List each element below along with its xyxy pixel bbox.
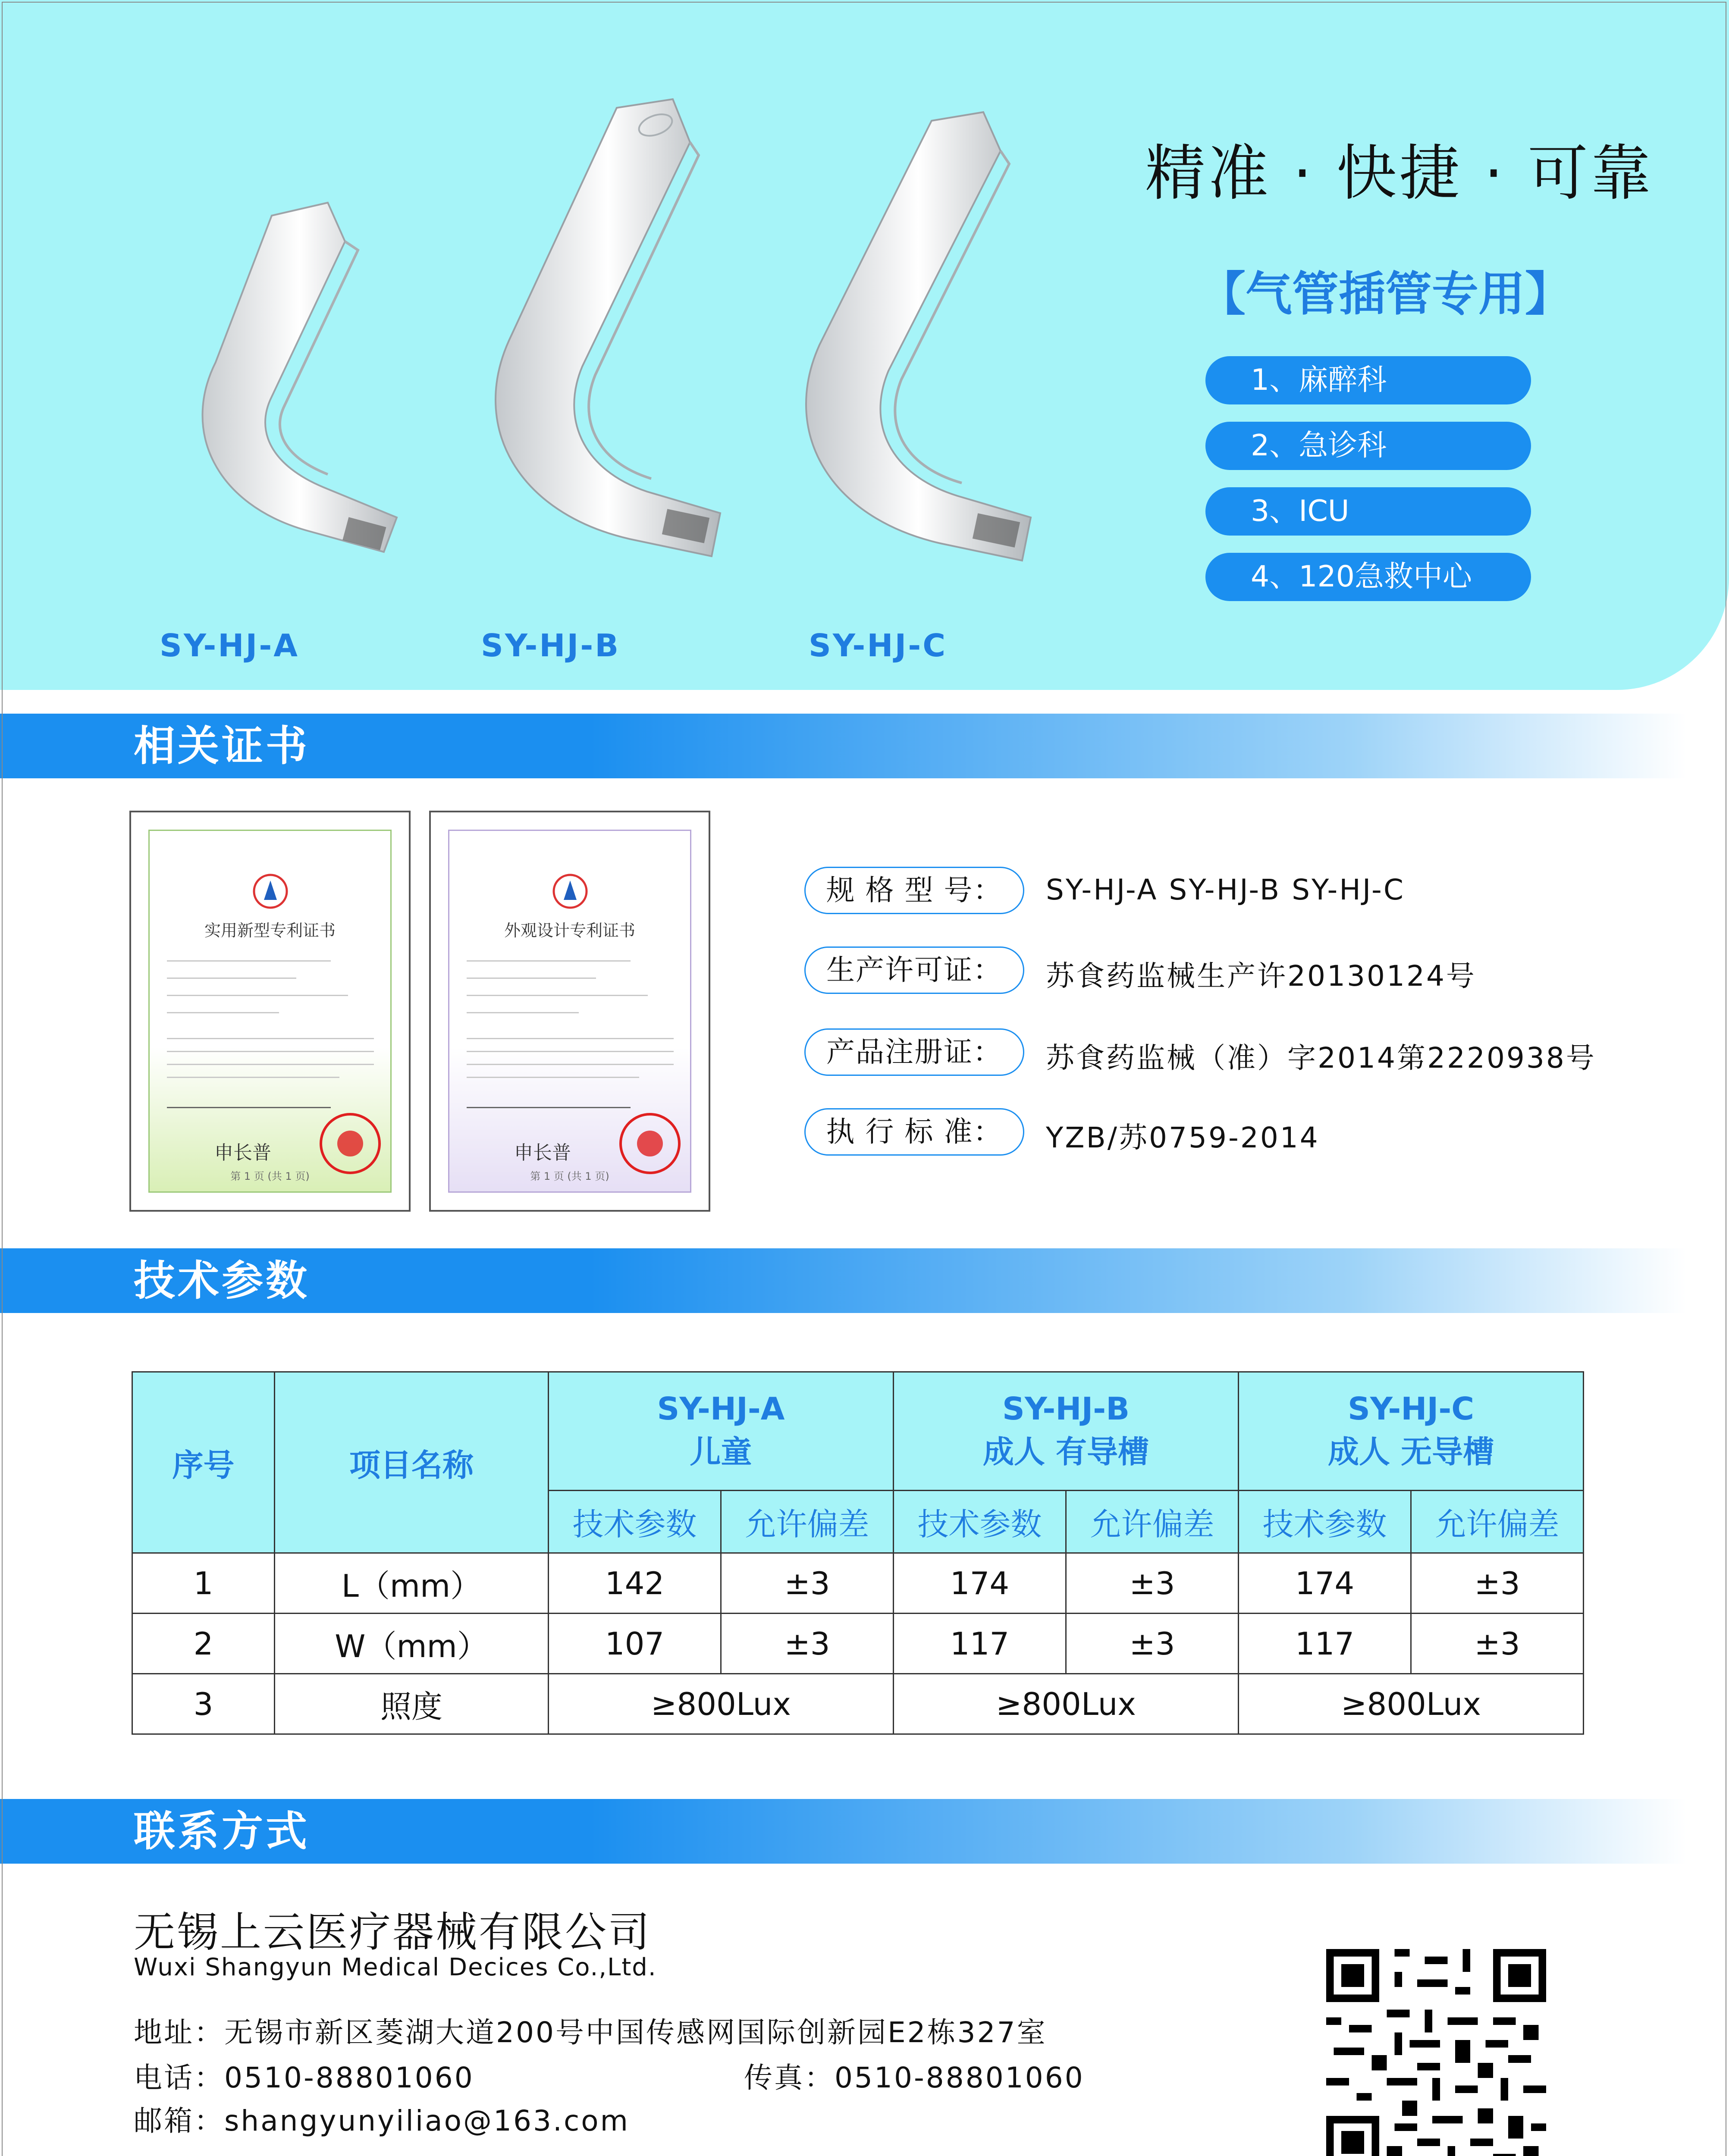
company-name-en: Wuxi Shangyun Medical Decices Co.,Ltd.	[134, 1953, 657, 1981]
cell-value: ≥800Lux	[549, 1674, 894, 1734]
spec-value-production-license: 苏食药监械生产许20130124号	[1046, 959, 1476, 993]
header-model-a	[549, 1372, 894, 1491]
contact-fax: 传真：0510-88801060	[744, 2061, 1085, 2094]
cell-value: 142	[549, 1553, 721, 1614]
spec-value-standard: YZB/苏0759-2014	[1046, 1121, 1320, 1154]
spec-label-standard: 执 行 标 准：	[804, 1108, 1024, 1156]
certificate-signature: 申长普	[214, 1142, 271, 1164]
section-title: 联系方式	[134, 1807, 310, 1855]
cell-no: 3	[132, 1674, 275, 1734]
certificate-title: 外观设计专利证书	[504, 921, 635, 940]
cell-value: 174	[894, 1553, 1066, 1614]
section-bar-certificates	[0, 714, 1686, 778]
contact-phone: 电话：0510-88801060	[134, 2061, 474, 2094]
cell-tolerance: ±3	[721, 1553, 894, 1614]
contact-email[interactable]: 邮箱：shangyunyiliao@163.com	[134, 2104, 630, 2137]
intubation-heading: 【气管插管专用】	[1199, 267, 1572, 321]
group-model: SY-HJ-A	[657, 1391, 785, 1427]
subheader-tolerance: 允许偏差	[1066, 1491, 1239, 1553]
cell-no: 2	[132, 1614, 275, 1674]
official-seal-icon	[318, 1111, 383, 1176]
spec-value-model: SY-HJ-A SY-HJ-B SY-HJ-C	[1046, 873, 1405, 906]
laryngoscope-blade-b-image	[431, 91, 733, 573]
cell-no: 1	[132, 1553, 275, 1614]
header-item-name: 项目名称	[275, 1372, 549, 1553]
model-label-c: SY-HJ-C	[809, 627, 948, 664]
section-title: 技术参数	[134, 1257, 310, 1305]
cell-value: 107	[549, 1614, 721, 1674]
subheader-param: 技术参数	[1239, 1491, 1411, 1553]
subheader-param: 技术参数	[549, 1491, 721, 1553]
header-model-b	[894, 1372, 1239, 1491]
spec-label-registration: 产品注册证：	[804, 1028, 1024, 1076]
cell-name: W（mm）	[275, 1614, 549, 1674]
utility-model-patent-certificate	[129, 811, 411, 1212]
cell-tolerance: ±3	[1066, 1553, 1239, 1614]
department-pill: 2、急诊科	[1205, 422, 1531, 470]
table-row	[132, 1553, 1584, 1614]
group-desc: 成人 无导槽	[1328, 1434, 1494, 1470]
contact-address: 地址：无锡市新区菱湖大道200号中国传感网国际创新园E2栋327室	[134, 2016, 1047, 2049]
design-patent-certificate	[429, 811, 710, 1212]
cell-tolerance: ±3	[1411, 1553, 1584, 1614]
emblem-icon	[251, 872, 290, 911]
emblem-icon	[551, 872, 590, 911]
group-model: SY-HJ-C	[1348, 1391, 1475, 1427]
cell-name: L（mm）	[275, 1553, 549, 1614]
table-row	[132, 1614, 1584, 1674]
group-model: SY-HJ-B	[1002, 1391, 1130, 1427]
laryngoscope-blade-a-image	[142, 190, 418, 561]
section-bar-contact	[0, 1799, 1686, 1864]
certificate-page-number: 第 1 页 (共 1 页)	[230, 1170, 310, 1182]
spec-label-production-license: 生产许可证：	[804, 946, 1024, 994]
header-no: 序号	[132, 1372, 275, 1553]
certificate-page-number: 第 1 页 (共 1 页)	[530, 1170, 609, 1182]
certificate-title: 实用新型专利证书	[204, 921, 336, 940]
department-pill: 1、麻醉科	[1205, 356, 1531, 404]
slogan: 精准 · 快捷 · 可靠	[1145, 138, 1654, 209]
cell-value: 117	[894, 1614, 1066, 1674]
department-pill: 3、ICU	[1205, 487, 1531, 536]
cell-value: 174	[1239, 1553, 1411, 1614]
certificate-signature: 申长普	[514, 1142, 571, 1164]
cell-value: 117	[1239, 1614, 1411, 1674]
subheader-tolerance: 允许偏差	[721, 1491, 894, 1553]
model-label-a: SY-HJ-A	[160, 627, 299, 664]
cell-name: 照度	[275, 1674, 549, 1734]
tech-params-table	[132, 1371, 1584, 1735]
group-desc: 成人 有导槽	[982, 1434, 1149, 1470]
cell-value: ≥800Lux	[894, 1674, 1239, 1734]
group-desc: 儿童	[690, 1434, 752, 1470]
table-row	[132, 1674, 1584, 1734]
section-bar-tech-params	[0, 1248, 1686, 1313]
subheader-tolerance: 允许偏差	[1411, 1491, 1584, 1553]
spec-label-model: 规 格 型 号：	[804, 867, 1024, 914]
cell-value: ≥800Lux	[1239, 1674, 1584, 1734]
cell-tolerance: ±3	[1066, 1614, 1239, 1674]
official-seal-icon	[618, 1111, 682, 1176]
model-label-b: SY-HJ-B	[481, 627, 621, 664]
header-model-c	[1239, 1372, 1584, 1491]
section-title: 相关证书	[134, 722, 310, 770]
spec-value-registration: 苏食药监械（准）字2014第2220938号	[1046, 1041, 1596, 1075]
cell-tolerance: ±3	[1411, 1614, 1584, 1674]
cell-tolerance: ±3	[721, 1614, 894, 1674]
laryngoscope-blade-c-image	[742, 103, 1044, 573]
subheader-param: 技术参数	[894, 1491, 1066, 1553]
qr-code-icon[interactable]	[1326, 1949, 1546, 2156]
company-name-cn: 无锡上云医疗器械有限公司	[134, 1908, 651, 1956]
department-pill: 4、120急救中心	[1205, 553, 1531, 601]
